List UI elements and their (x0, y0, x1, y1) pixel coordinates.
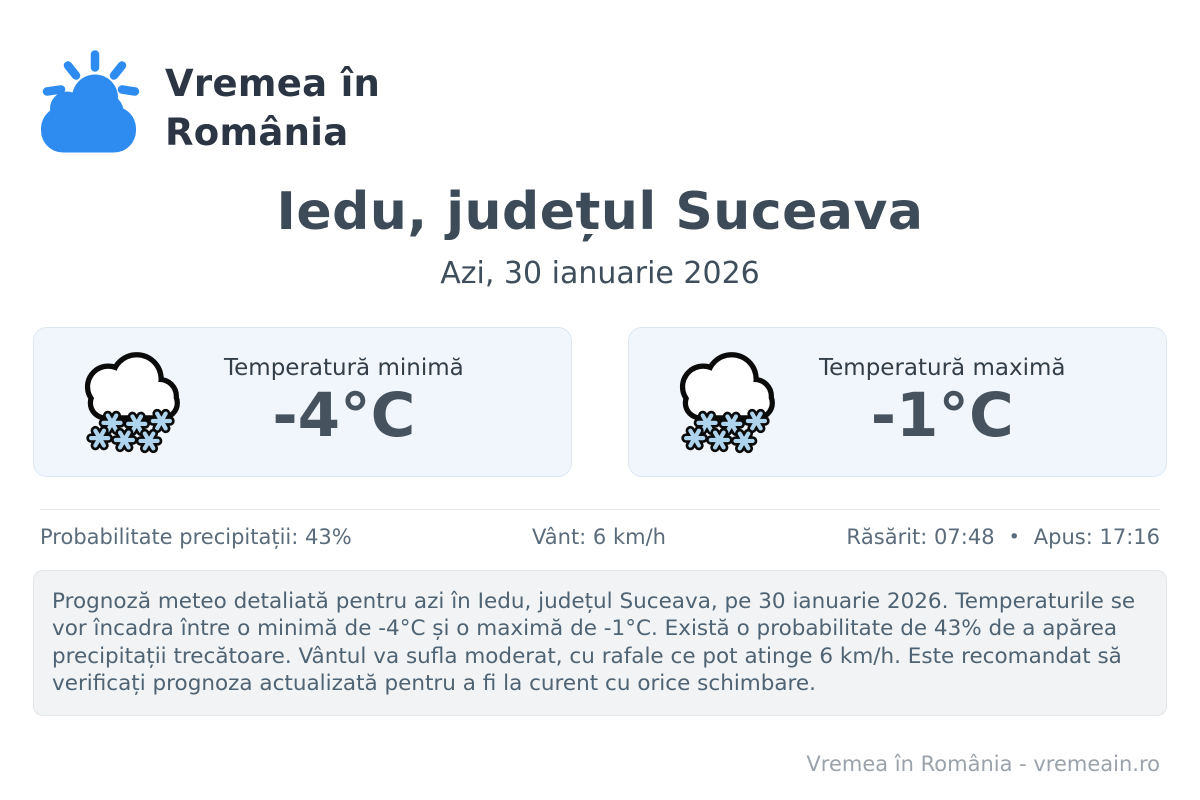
max-temperature-text (819, 355, 1065, 449)
min-temperature-card (33, 327, 572, 477)
stats-divider (40, 509, 1160, 510)
temperature-cards (33, 327, 1167, 477)
sunrise-stat: Răsărit: 07:48 (846, 524, 995, 549)
page-title: Iedu, județul Suceava (276, 181, 924, 242)
brand-name-line1: Vremea în (165, 62, 381, 105)
page-subtitle: Azi, 30 ianuarie 2026 (440, 255, 760, 291)
brand-logo (40, 0, 1167, 158)
snow-cloud-icon (669, 347, 783, 457)
max-temperature-label: Temperatură maximă (819, 354, 1066, 381)
bullet-separator: • (1008, 525, 1020, 548)
max-temperature-card (628, 327, 1167, 477)
forecast-description: Prognoză meteo detaliată pentru azi în Iedu, județul Suceava, pe 30 ianuarie 2026. Temperaturile se vor încadra între o minimă de -4°C și o maximă de -1°C. Există o probabilitate de 43% de a apărea precipitații trecătoare. Vântul va sufla moderat, cu rafale ce pot atinge 6 km/h. Este recomandat să verificați prognoza actualizată pentru a fi la curent cu orice schimbare. (33, 570, 1167, 716)
min-temperature-label: Temperatură minimă (224, 354, 464, 381)
brand-name (165, 50, 380, 158)
snow-cloud-icon (74, 347, 188, 457)
max-temperature-value: -1°C (870, 379, 1014, 451)
min-temperature-text (224, 355, 464, 449)
footer-credit: Vremea în România - vremeain.ro (806, 752, 1160, 776)
sun-times-stat (846, 525, 1160, 549)
stats-row (40, 525, 1160, 549)
precipitation-stat: Probabilitate precipitații: 43% (40, 524, 352, 549)
sunset-stat: Apus: 17:16 (1033, 524, 1160, 549)
min-temperature-value: -4°C (272, 379, 416, 451)
sun-cloud-logo-icon (40, 50, 140, 156)
brand-name-line2: România (165, 110, 349, 154)
wind-stat: Vânt: 6 km/h (532, 524, 666, 549)
